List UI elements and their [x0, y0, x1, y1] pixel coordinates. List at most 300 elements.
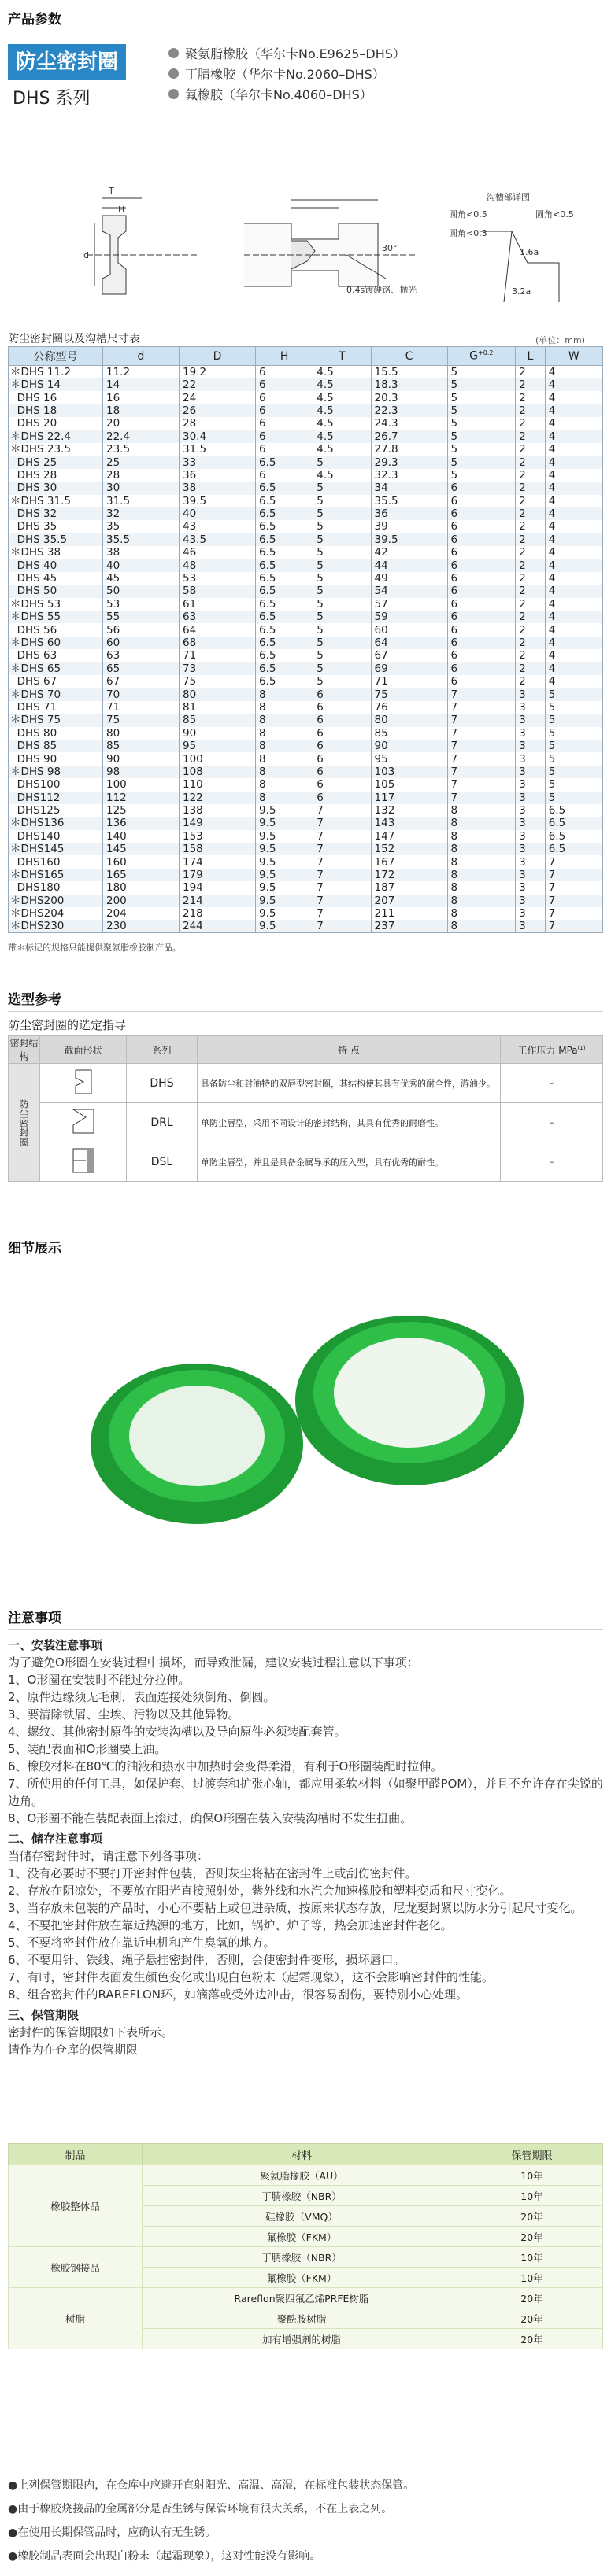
value-cell: 6: [447, 585, 516, 597]
value-cell: 6: [313, 701, 371, 714]
value-cell: 56: [103, 623, 180, 636]
product-cell: 树脂: [9, 2288, 143, 2349]
material-cell: Rareflon聚四氟乙烯PRFE树脂: [143, 2288, 461, 2308]
value-cell: 3: [516, 701, 546, 714]
table-row: [9, 907, 603, 920]
value-cell: 5: [545, 792, 602, 804]
value-cell: 2: [516, 598, 546, 611]
table-row: [9, 701, 603, 714]
note-line: 8、O形圈不能在装配表面上滚过，确保O形圈在装入安装沟槽时不发生扭曲。: [8, 1811, 413, 1825]
note-line: 密封件的保管期限如下表所示。: [8, 2025, 174, 2039]
value-cell: 7: [447, 740, 516, 752]
value-cell: 34: [371, 482, 447, 494]
value-cell: 5: [545, 714, 602, 726]
model-cell: DHS180: [9, 881, 103, 894]
value-cell: 5: [447, 417, 516, 430]
value-cell: 3: [516, 714, 546, 726]
value-cell: 200: [103, 895, 180, 907]
surface-note: 0.4s镀硬铬、抛光: [346, 285, 417, 295]
value-cell: 179: [180, 869, 256, 881]
period-cell: 20年: [461, 2227, 603, 2247]
model-cell: ＊DHS 31.5: [9, 495, 103, 507]
value-cell: 6.5: [256, 611, 313, 623]
value-cell: 4.5: [313, 469, 371, 482]
value-cell: 147: [371, 830, 447, 843]
value-cell: 5: [545, 727, 602, 740]
model-cell: DHS 56: [9, 623, 103, 636]
value-cell: 45: [103, 572, 180, 585]
value-cell: 117: [371, 792, 447, 804]
material-item: 丁腈橡胶（华尔卡No.2060–DHS）: [168, 63, 405, 83]
value-cell: 16: [103, 391, 180, 404]
value-cell: 85: [180, 714, 256, 726]
value-cell: 6.5: [256, 623, 313, 636]
value-cell: 6: [313, 792, 371, 804]
model-cell: DHS 90: [9, 752, 103, 765]
table-row: [9, 740, 603, 752]
value-cell: 4: [545, 533, 602, 546]
value-cell: 108: [180, 766, 256, 778]
feature-cell: 单防尘唇型，采用不同设计的密封结构，其具有优秀的耐磨性。: [198, 1103, 501, 1142]
value-cell: 211: [371, 907, 447, 920]
section-shape: [40, 1142, 127, 1182]
table-row: [9, 559, 603, 571]
value-cell: 85: [103, 740, 180, 752]
table-row: [9, 688, 603, 700]
value-cell: 58: [180, 585, 256, 597]
value-cell: 4: [545, 649, 602, 662]
note-line: 2、存放在阴凉处，不要放在阳光直接照射处，紫外线和水汽会加速橡胶和塑料变质和尺寸变化。: [8, 1884, 512, 1898]
value-cell: 6.5: [256, 585, 313, 597]
value-cell: 7: [545, 920, 602, 933]
value-cell: 8: [447, 881, 516, 894]
value-cell: 67: [371, 649, 447, 662]
product-photo: [63, 1290, 567, 1550]
period-cell: 10年: [461, 2165, 603, 2186]
value-cell: 64: [180, 623, 256, 636]
period-cell: 20年: [461, 2206, 603, 2227]
value-cell: 59: [371, 611, 447, 623]
value-cell: 136: [103, 817, 180, 829]
value-cell: 81: [180, 701, 256, 714]
value-cell: 6: [447, 533, 516, 546]
footnote-line: ●由于橡胶烧接品的金属部分是否生锈与保管环境有很大关系，不在上表之列。: [8, 2503, 393, 2515]
value-cell: 22.4: [103, 430, 180, 443]
value-cell: 18: [103, 404, 180, 417]
value-cell: 100: [103, 778, 180, 791]
table-row: [9, 611, 603, 623]
materials-list: [168, 42, 405, 104]
dim-angle-label: 30°: [382, 243, 398, 253]
value-cell: 6: [447, 623, 516, 636]
value-cell: 5: [313, 559, 371, 571]
col-header: H: [256, 347, 313, 366]
value-cell: 3: [516, 766, 546, 778]
value-cell: 103: [371, 766, 447, 778]
table-row: [9, 456, 603, 468]
notes-subheading: 三、保管期限: [8, 2008, 80, 2022]
period-cell: 10年: [461, 2186, 603, 2206]
value-cell: 5: [313, 572, 371, 585]
value-cell: 5: [313, 649, 371, 662]
table-row: [9, 495, 603, 507]
value-cell: 214: [180, 895, 256, 907]
value-cell: 27.8: [371, 443, 447, 456]
value-cell: 32.3: [371, 469, 447, 482]
value-cell: 122: [180, 792, 256, 804]
value-cell: 11.2: [103, 366, 180, 379]
value-cell: 6: [447, 495, 516, 507]
table-row: [9, 895, 603, 907]
value-cell: 6: [447, 546, 516, 559]
product-cell: 橡胶钢接品: [9, 2247, 143, 2288]
table-row: [9, 366, 603, 379]
model-cell: ＊DHS200: [9, 895, 103, 907]
value-cell: 244: [180, 920, 256, 933]
value-cell: 6.5: [545, 843, 602, 855]
model-cell: DHS 67: [9, 675, 103, 688]
material-cell: 硅橡胶（VMQ）: [143, 2206, 461, 2227]
material-item: 聚氨脂橡胶（华尔卡No.E9625–DHS）: [168, 42, 405, 63]
value-cell: 3: [516, 830, 546, 843]
col-header: 制品: [9, 2144, 143, 2165]
value-cell: 2: [516, 559, 546, 571]
value-cell: 6: [256, 469, 313, 482]
select-title: 防尘密封圈的选定指导: [8, 1018, 127, 1032]
value-cell: 7: [313, 920, 371, 933]
value-cell: 4: [545, 495, 602, 507]
value-cell: 4.5: [313, 366, 371, 379]
radius-label: 圆角<0.3: [449, 228, 487, 238]
groove-detail-label: 沟槽部详图: [487, 192, 530, 202]
value-cell: 5: [545, 701, 602, 714]
table-row: [9, 469, 603, 482]
col-header: L: [516, 347, 546, 366]
value-cell: 80: [103, 727, 180, 740]
value-cell: 7: [447, 766, 516, 778]
value-cell: 153: [180, 830, 256, 843]
value-cell: 36: [180, 469, 256, 482]
pressure-cell: –: [501, 1142, 603, 1182]
value-cell: 3: [516, 804, 546, 817]
value-cell: 95: [180, 740, 256, 752]
value-cell: 4.5: [313, 391, 371, 404]
table-row: [9, 869, 603, 881]
value-cell: 6.5: [256, 533, 313, 546]
value-cell: 53: [180, 572, 256, 585]
table-row: [9, 417, 603, 430]
value-cell: 6: [313, 688, 371, 700]
value-cell: 5: [313, 611, 371, 623]
value-cell: 149: [180, 817, 256, 829]
table-row: [9, 598, 603, 611]
section-detail-heading: 细节展示: [8, 1237, 603, 1260]
table-row: [9, 766, 603, 778]
value-cell: 71: [180, 649, 256, 662]
value-cell: 6: [447, 520, 516, 533]
model-cell: ＊DHS 38: [9, 546, 103, 559]
material-cell: 丁腈橡胶（NBR）: [143, 2247, 461, 2268]
table-row: [9, 830, 603, 843]
value-cell: 4.5: [313, 404, 371, 417]
value-cell: 3: [516, 688, 546, 700]
value-cell: 4.5: [313, 430, 371, 443]
value-cell: 71: [371, 675, 447, 688]
value-cell: 76: [371, 701, 447, 714]
roughness-label: 3.2a: [512, 286, 531, 297]
value-cell: 6: [256, 378, 313, 391]
value-cell: 8: [447, 869, 516, 881]
value-cell: 5: [313, 520, 371, 533]
value-cell: 6: [313, 740, 371, 752]
value-cell: 7: [313, 804, 371, 817]
selection-table: [8, 1035, 603, 1182]
model-cell: ＊DHS204: [9, 907, 103, 920]
series-label: DHS 系列: [13, 89, 91, 109]
table-row: [9, 662, 603, 675]
value-cell: 6: [447, 611, 516, 623]
value-cell: 15.5: [371, 366, 447, 379]
value-cell: 75: [371, 688, 447, 700]
value-cell: 5: [313, 585, 371, 597]
model-cell: DHS 25: [9, 456, 103, 468]
value-cell: 7: [313, 907, 371, 920]
value-cell: 9.5: [256, 855, 313, 868]
value-cell: 95: [371, 752, 447, 765]
value-cell: 2: [516, 469, 546, 482]
value-cell: 9.5: [256, 804, 313, 817]
note-line: 5、不要将密封件放在靠近电机和产生臭氧的地方。: [8, 1936, 276, 1950]
value-cell: 38: [103, 546, 180, 559]
model-cell: DHS 63: [9, 649, 103, 662]
value-cell: 5: [447, 366, 516, 379]
section-product-heading: 产品参数: [8, 8, 603, 31]
value-cell: 8: [256, 740, 313, 752]
value-cell: 3: [516, 881, 546, 894]
table-row: [9, 391, 603, 404]
note-line: 6、不要用针、铁线、绳子悬挂密封件，否则，会使密封件变形，损坏唇口。: [8, 1953, 405, 1967]
value-cell: 8: [447, 843, 516, 855]
material-item: 氟橡胶（华尔卡No.4060–DHS）: [168, 83, 405, 104]
product-title: 防尘密封圈: [8, 44, 126, 80]
value-cell: 7: [447, 792, 516, 804]
value-cell: 7: [545, 855, 602, 868]
col-header: d: [103, 347, 180, 366]
value-cell: 7: [447, 778, 516, 791]
value-cell: 63: [180, 611, 256, 623]
value-cell: 6.5: [256, 559, 313, 571]
value-cell: 2: [516, 404, 546, 417]
period-cell: 20年: [461, 2288, 603, 2308]
value-cell: 132: [371, 804, 447, 817]
value-cell: 33: [180, 456, 256, 468]
value-cell: 4: [545, 430, 602, 443]
value-cell: 60: [103, 637, 180, 649]
value-cell: 4: [545, 469, 602, 482]
col-header: $G^{+0.2}$: [447, 347, 516, 366]
value-cell: 165: [103, 869, 180, 881]
value-cell: 4: [545, 404, 602, 417]
value-cell: 5: [447, 404, 516, 417]
model-cell: DHS125: [9, 804, 103, 817]
value-cell: 5: [313, 675, 371, 688]
value-cell: 98: [103, 766, 180, 778]
model-cell: ＊DHS 11.2: [9, 366, 103, 379]
model-cell: ＊DHS 98: [9, 766, 103, 778]
material-cell: 聚酰胺树脂: [143, 2308, 461, 2329]
value-cell: 6.5: [256, 649, 313, 662]
value-cell: 18.3: [371, 378, 447, 391]
model-cell: DHS 71: [9, 701, 103, 714]
value-cell: 3: [516, 920, 546, 933]
value-cell: 6: [256, 430, 313, 443]
model-cell: DHS 85: [9, 740, 103, 752]
value-cell: 7: [313, 869, 371, 881]
note-line: 当储存密封件时，请注意下列各事项：: [8, 1849, 209, 1863]
note-line: 1、没有必要时不要打开密封件包装，否则灰尘将粘在密封件上或刮伤密封件。: [8, 1866, 417, 1880]
value-cell: 75: [180, 675, 256, 688]
value-cell: 4: [545, 366, 602, 379]
model-cell: ＊DHS145: [9, 843, 103, 855]
value-cell: 44: [371, 559, 447, 571]
value-cell: 145: [103, 843, 180, 855]
value-cell: 73: [180, 662, 256, 675]
value-cell: 5: [447, 391, 516, 404]
value-cell: 2: [516, 507, 546, 520]
value-cell: 6.5: [256, 675, 313, 688]
value-cell: 112: [103, 792, 180, 804]
value-cell: 6: [313, 778, 371, 791]
value-cell: 3: [516, 727, 546, 740]
value-cell: 8: [447, 907, 516, 920]
value-cell: 6: [256, 391, 313, 404]
note-line: 请作为在仓库的保管期限: [8, 2043, 139, 2057]
value-cell: 6.5: [256, 662, 313, 675]
value-cell: 6.5: [545, 804, 602, 817]
value-cell: 4.5: [313, 378, 371, 391]
table-row: [9, 804, 603, 817]
value-cell: 174: [180, 855, 256, 868]
value-cell: 5: [447, 456, 516, 468]
value-cell: 9.5: [256, 817, 313, 829]
value-cell: 237: [371, 920, 447, 933]
value-cell: 24.3: [371, 417, 447, 430]
value-cell: 5: [545, 752, 602, 765]
value-cell: 43.5: [180, 533, 256, 546]
value-cell: 9.5: [256, 830, 313, 843]
value-cell: 152: [371, 843, 447, 855]
value-cell: 28: [180, 417, 256, 430]
value-cell: 9.5: [256, 907, 313, 920]
col-header: 材料: [143, 2144, 461, 2165]
value-cell: 7: [313, 830, 371, 843]
col-header: T: [313, 347, 371, 366]
note-line: 3、当存放未包装的产品时，小心不要粘上或包进杂质，按原来状态存放，尼龙要封紧以防水分引起尺寸变化。: [8, 1901, 583, 1915]
material-cell: 丁腈橡胶（NBR）: [143, 2186, 461, 2206]
value-cell: 7: [313, 843, 371, 855]
value-cell: 55: [103, 611, 180, 623]
value-cell: 8: [256, 778, 313, 791]
model-cell: DHS 40: [9, 559, 103, 571]
model-cell: DHS 30: [9, 482, 103, 494]
value-cell: 4: [545, 417, 602, 430]
series-cell: DSL: [127, 1142, 198, 1182]
pressure-cell: –: [501, 1064, 603, 1103]
col-header: W: [545, 347, 602, 366]
value-cell: 30: [103, 482, 180, 494]
value-cell: 100: [180, 752, 256, 765]
value-cell: 7: [447, 714, 516, 726]
col-header: 密封结构: [9, 1036, 40, 1064]
value-cell: 4: [545, 391, 602, 404]
col-header: 保管期限: [461, 2144, 603, 2165]
value-cell: 8: [256, 688, 313, 700]
section-shape: [40, 1103, 127, 1142]
model-cell: DHS 18: [9, 404, 103, 417]
dim-d-label: d: [83, 250, 89, 260]
col-header: 系列: [127, 1036, 198, 1064]
value-cell: 7: [313, 855, 371, 868]
value-cell: 7: [545, 881, 602, 894]
series-cell: DRL: [127, 1103, 198, 1142]
value-cell: 7: [313, 881, 371, 894]
value-cell: 4: [545, 456, 602, 468]
value-cell: 2: [516, 417, 546, 430]
notes-subheading: 二、储存注意事项: [8, 1832, 103, 1846]
pressure-cell: –: [501, 1103, 603, 1142]
value-cell: 3: [516, 778, 546, 791]
table-row: [9, 2288, 603, 2308]
value-cell: 64: [371, 637, 447, 649]
value-cell: 4: [545, 598, 602, 611]
value-cell: 8: [447, 804, 516, 817]
value-cell: 8: [256, 752, 313, 765]
value-cell: 5: [545, 778, 602, 791]
material-cell: 加有增强剂的树脂: [143, 2329, 461, 2349]
value-cell: 3: [516, 792, 546, 804]
table-row: [9, 675, 603, 688]
period-cell: 20年: [461, 2329, 603, 2349]
value-cell: 6.5: [256, 572, 313, 585]
model-cell: ＊DHS 75: [9, 714, 103, 726]
col-header: 特 点: [198, 1036, 501, 1064]
model-cell: ＊DHS 22.4: [9, 430, 103, 443]
value-cell: 3: [516, 752, 546, 765]
model-cell: DHS140: [9, 830, 103, 843]
value-cell: 9.5: [256, 843, 313, 855]
value-cell: 36: [371, 507, 447, 520]
col-header: 工作压力 MPa$^{(1)}$: [501, 1036, 603, 1064]
value-cell: 2: [516, 623, 546, 636]
value-cell: 8: [447, 855, 516, 868]
value-cell: 85: [371, 727, 447, 740]
value-cell: 2: [516, 585, 546, 597]
value-cell: 7: [545, 895, 602, 907]
value-cell: 8: [256, 792, 313, 804]
value-cell: 39.5: [180, 495, 256, 507]
value-cell: 6: [447, 572, 516, 585]
value-cell: 2: [516, 456, 546, 468]
table-row: [9, 855, 603, 868]
model-cell: DHS 28: [9, 469, 103, 482]
value-cell: 31.5: [180, 443, 256, 456]
model-cell: DHS 80: [9, 727, 103, 740]
value-cell: 61: [180, 598, 256, 611]
table-row: [9, 2247, 603, 2268]
value-cell: 4: [545, 662, 602, 675]
value-cell: 3: [516, 907, 546, 920]
storage-table: [8, 2143, 603, 2349]
